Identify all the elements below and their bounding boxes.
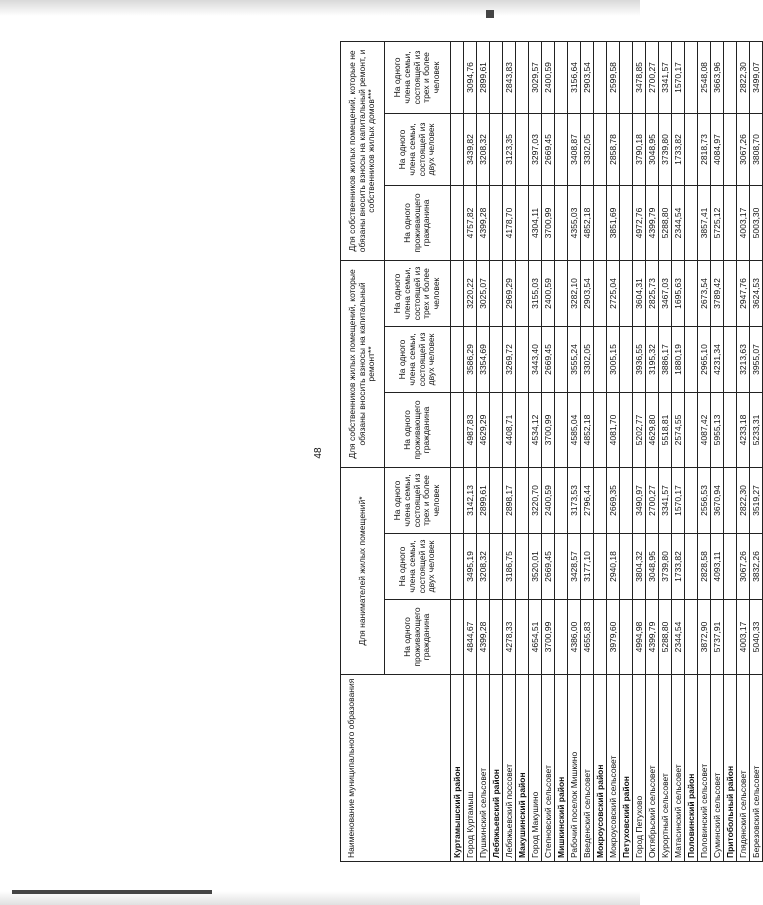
value-cell: 1733,82	[672, 534, 685, 600]
value-cell	[451, 260, 464, 326]
value-cell: 3700,99	[542, 185, 555, 260]
municipality-name: Город Куртамыш	[464, 675, 477, 862]
value-cell: 5040,33	[750, 600, 763, 675]
value-cell	[685, 113, 698, 185]
value-cell: 4081,70	[607, 392, 620, 467]
value-cell	[451, 392, 464, 467]
value-cell	[620, 392, 633, 467]
value-cell	[555, 185, 568, 260]
value-cell: 3094,76	[464, 41, 477, 113]
value-cell: 3220,22	[464, 260, 477, 326]
value-cell	[451, 534, 464, 600]
header-name: Наименование муниципального образования	[341, 675, 451, 862]
value-cell: 2574,55	[672, 392, 685, 467]
value-cell: 3048,95	[646, 534, 659, 600]
value-cell: 3886,17	[659, 326, 672, 392]
value-cell	[685, 600, 698, 675]
value-cell: 4231,34	[711, 326, 724, 392]
value-cell: 3872,90	[698, 600, 711, 675]
value-cell: 3955,07	[750, 326, 763, 392]
value-cell: 3156,64	[568, 41, 581, 113]
municipality-name: Курортный сельсовет	[659, 675, 672, 862]
value-cell: 3739,80	[659, 113, 672, 185]
value-cell	[451, 113, 464, 185]
municipality-name: Глядянский сельсовет	[737, 675, 750, 862]
value-cell: 3670,94	[711, 467, 724, 533]
value-cell: 2940,18	[607, 534, 620, 600]
value-cell: 4304,11	[529, 185, 542, 260]
value-cell: 4278,33	[503, 600, 516, 675]
value-cell: 2669,45	[542, 113, 555, 185]
value-cell: 4087,42	[698, 392, 711, 467]
value-cell: 2796,44	[581, 467, 594, 533]
header-sub-three: На одного члена семьи, состоящей из трех и более человек	[385, 260, 451, 326]
value-cell	[594, 392, 607, 467]
value-cell: 4178,70	[503, 185, 516, 260]
table-row	[568, 41, 581, 861]
value-cell	[490, 326, 503, 392]
value-cell: 3700,99	[542, 600, 555, 675]
value-cell	[555, 260, 568, 326]
value-cell	[516, 185, 529, 260]
municipality-name: Введенский сельсовет	[581, 675, 594, 862]
value-cell: 2669,45	[542, 534, 555, 600]
value-cell	[594, 600, 607, 675]
value-cell: 3439,82	[464, 113, 477, 185]
value-cell: 1570,17	[672, 41, 685, 113]
value-cell	[516, 41, 529, 113]
value-cell: 3790,18	[633, 113, 646, 185]
value-cell	[451, 600, 464, 675]
value-cell	[555, 467, 568, 533]
value-cell: 2673,54	[698, 260, 711, 326]
value-cell: 4386,00	[568, 600, 581, 675]
value-cell: 3067,26	[737, 534, 750, 600]
municipality-name: Суминский сельсовет	[711, 675, 724, 862]
header-sub-two: На одного члена семьи, состоящей из двух человек	[385, 113, 451, 185]
value-cell: 4399,79	[646, 185, 659, 260]
value-cell: 5003,30	[750, 185, 763, 260]
value-cell	[724, 41, 737, 113]
municipality-name: Город Петухово	[633, 675, 646, 862]
value-cell	[451, 467, 464, 533]
district-row	[451, 41, 464, 861]
header-sub-three: На одного члена семьи, состоящей из трех и более человек	[385, 467, 451, 533]
value-cell: 4093,11	[711, 534, 724, 600]
value-cell: 4629,80	[646, 392, 659, 467]
value-cell	[490, 392, 503, 467]
value-cell	[620, 600, 633, 675]
header-sub-two: На одного члена семьи, состоящей из двух человек	[385, 534, 451, 600]
value-cell	[451, 185, 464, 260]
value-cell: 2858,78	[607, 113, 620, 185]
value-cell: 4757,82	[464, 185, 477, 260]
value-cell: 3499,07	[750, 41, 763, 113]
value-cell	[685, 260, 698, 326]
value-cell: 2669,45	[542, 326, 555, 392]
municipality-name: Мокроусовский сельсовет	[607, 675, 620, 862]
value-cell: 3005,15	[607, 326, 620, 392]
table-row	[503, 41, 516, 861]
value-cell: 3467,03	[659, 260, 672, 326]
value-cell: 2899,61	[477, 41, 490, 113]
value-cell: 4399,28	[477, 185, 490, 260]
value-cell	[685, 392, 698, 467]
value-cell	[724, 600, 737, 675]
value-cell	[555, 600, 568, 675]
district-row	[724, 41, 737, 861]
value-cell: 2828,58	[698, 534, 711, 600]
value-cell: 3586,29	[464, 326, 477, 392]
value-cell: 2725,04	[607, 260, 620, 326]
value-cell: 3067,26	[737, 113, 750, 185]
value-cell: 3341,57	[659, 467, 672, 533]
value-cell: 3302,05	[581, 113, 594, 185]
value-cell: 3804,32	[633, 534, 646, 600]
municipality-name: Октябрьский сельсовет	[646, 675, 659, 862]
value-cell	[685, 326, 698, 392]
value-cell: 4852,18	[581, 392, 594, 467]
table-header	[341, 41, 451, 861]
table-row	[750, 41, 763, 861]
table-row	[711, 41, 724, 861]
value-cell: 3851,69	[607, 185, 620, 260]
value-cell	[490, 185, 503, 260]
district-name: Мокроусовский район	[594, 675, 607, 862]
value-cell: 4629,29	[477, 392, 490, 467]
page-number: 48	[313, 447, 324, 459]
value-cell	[594, 534, 607, 600]
value-cell: 1570,17	[672, 467, 685, 533]
value-cell	[516, 326, 529, 392]
value-cell: 4408,71	[503, 392, 516, 467]
value-cell: 5288,80	[659, 185, 672, 260]
value-cell: 4994,98	[633, 600, 646, 675]
municipality-name: Лебяжьевский поссовет	[503, 675, 516, 862]
value-cell: 2700,27	[646, 467, 659, 533]
value-cell: 2344,54	[672, 185, 685, 260]
value-cell: 3555,24	[568, 326, 581, 392]
district-name: Притобольный район	[724, 675, 737, 862]
value-cell: 2400,59	[542, 260, 555, 326]
value-cell: 3282,10	[568, 260, 581, 326]
value-cell	[620, 326, 633, 392]
value-cell: 2400,59	[542, 467, 555, 533]
value-cell: 4003,17	[737, 600, 750, 675]
value-cell: 2548,08	[698, 41, 711, 113]
value-cell: 2822,30	[737, 41, 750, 113]
value-cell: 4399,28	[477, 600, 490, 675]
municipality-name: Половинский сельсовет	[698, 675, 711, 862]
value-cell: 3663,96	[711, 41, 724, 113]
district-name: Куртамышский район	[451, 675, 464, 862]
value-cell: 4355,03	[568, 185, 581, 260]
value-cell: 3936,55	[633, 326, 646, 392]
value-cell	[594, 41, 607, 113]
value-cell: 3519,27	[750, 467, 763, 533]
value-cell: 3048,95	[646, 113, 659, 185]
municipality-name: Степновский сельсовет	[542, 675, 555, 862]
value-cell	[594, 326, 607, 392]
value-cell: 3297,03	[529, 113, 542, 185]
value-cell: 3354,69	[477, 326, 490, 392]
value-cell: 5288,80	[659, 600, 672, 675]
value-cell	[724, 113, 737, 185]
table-row	[607, 41, 620, 861]
value-cell	[451, 41, 464, 113]
value-cell: 5737,91	[711, 600, 724, 675]
table-row	[529, 41, 542, 861]
district-row	[555, 41, 568, 861]
header-group-owners-not-obliged: Для собственников жилых помещений, которые не обязаны вносить взносы на капитальный ремонт, и собственников жилых домов***	[341, 41, 385, 260]
table-row	[633, 41, 646, 861]
value-cell	[685, 534, 698, 600]
value-cell	[490, 260, 503, 326]
value-cell	[620, 113, 633, 185]
value-cell	[620, 41, 633, 113]
table-row	[477, 41, 490, 861]
value-cell: 4084,97	[711, 113, 724, 185]
table-row	[672, 41, 685, 861]
table-row	[698, 41, 711, 861]
value-cell: 2700,27	[646, 41, 659, 113]
value-cell	[516, 113, 529, 185]
value-cell: 4844,67	[464, 600, 477, 675]
table-row	[581, 41, 594, 861]
district-name: Мишкинский район	[555, 675, 568, 862]
value-cell	[555, 392, 568, 467]
value-cell	[724, 467, 737, 533]
value-cell: 3123,35	[503, 113, 516, 185]
value-cell	[490, 41, 503, 113]
value-cell: 4654,51	[529, 600, 542, 675]
value-cell: 1695,63	[672, 260, 685, 326]
header-sub-single: На одного проживающего гражданина	[385, 185, 451, 260]
value-cell: 4972,76	[633, 185, 646, 260]
value-cell: 3979,60	[607, 600, 620, 675]
header-group-owners-obliged: Для собственников жилых помещений, которые обязаны вносить взносы на капитальный ремонт**	[341, 260, 385, 467]
value-cell: 3739,80	[659, 534, 672, 600]
value-cell: 2818,73	[698, 113, 711, 185]
value-cell	[555, 41, 568, 113]
header-sub-two: На одного члена семьи, состоящей из двух человек	[385, 326, 451, 392]
value-cell: 2903,54	[581, 41, 594, 113]
value-cell	[685, 185, 698, 260]
rates-table	[340, 41, 763, 862]
value-cell: 2344,54	[672, 600, 685, 675]
value-cell: 3495,19	[464, 534, 477, 600]
table-body	[451, 41, 763, 861]
value-cell	[490, 113, 503, 185]
value-cell: 3700,99	[542, 392, 555, 467]
district-row	[516, 41, 529, 861]
value-cell: 1733,82	[672, 113, 685, 185]
district-row	[620, 41, 633, 861]
value-cell: 3408,87	[568, 113, 581, 185]
value-cell: 2825,73	[646, 260, 659, 326]
district-name: Макушинский район	[516, 675, 529, 862]
table-row	[737, 41, 750, 861]
value-cell: 3155,03	[529, 260, 542, 326]
value-cell: 4534,12	[529, 392, 542, 467]
value-cell: 2843,83	[503, 41, 516, 113]
header-sub-single: На одного проживающего гражданина	[385, 392, 451, 467]
value-cell: 2947,76	[737, 260, 750, 326]
value-cell: 3808,70	[750, 113, 763, 185]
value-cell: 3428,57	[568, 534, 581, 600]
district-name: Лебяжьевский район	[490, 675, 503, 862]
value-cell	[620, 467, 633, 533]
table-row	[659, 41, 672, 861]
header-sub-three: На одного члена семьи, состоящей из трех и более человек	[385, 41, 451, 113]
value-cell: 2899,61	[477, 467, 490, 533]
value-cell: 4852,18	[581, 185, 594, 260]
scan-mark-bar	[12, 890, 212, 894]
value-cell: 4233,18	[737, 392, 750, 467]
value-cell	[516, 260, 529, 326]
value-cell: 3832,26	[750, 534, 763, 600]
value-cell	[516, 534, 529, 600]
value-cell: 4987,83	[464, 392, 477, 467]
value-cell	[620, 185, 633, 260]
value-cell: 3443,40	[529, 326, 542, 392]
value-cell	[555, 326, 568, 392]
value-cell	[490, 600, 503, 675]
value-cell: 2903,54	[581, 260, 594, 326]
district-row	[490, 41, 503, 861]
value-cell: 4399,79	[646, 600, 659, 675]
value-cell: 3478,85	[633, 41, 646, 113]
value-cell	[594, 260, 607, 326]
value-cell	[490, 467, 503, 533]
value-cell	[451, 326, 464, 392]
value-cell: 5725,12	[711, 185, 724, 260]
value-cell	[685, 41, 698, 113]
value-cell: 3857,41	[698, 185, 711, 260]
table-row	[646, 41, 659, 861]
scan-edge-top	[0, 0, 640, 16]
value-cell: 3208,32	[477, 113, 490, 185]
value-cell: 3025,07	[477, 260, 490, 326]
value-cell: 5202,77	[633, 392, 646, 467]
value-cell: 5518,81	[659, 392, 672, 467]
municipality-name: Матасинский сельсовет	[672, 675, 685, 862]
value-cell: 3302,05	[581, 326, 594, 392]
value-cell: 3341,57	[659, 41, 672, 113]
value-cell: 2898,17	[503, 467, 516, 533]
value-cell: 3142,13	[464, 467, 477, 533]
value-cell: 3604,31	[633, 260, 646, 326]
header-sub-single: На одного проживающего гражданина	[385, 600, 451, 675]
value-cell: 2599,58	[607, 41, 620, 113]
value-cell: 3789,42	[711, 260, 724, 326]
header-group-tenants: Для нанимателей жилых помещений*	[341, 467, 385, 674]
value-cell: 2965,10	[698, 326, 711, 392]
value-cell: 5955,13	[711, 392, 724, 467]
value-cell: 2669,35	[607, 467, 620, 533]
value-cell: 2400,59	[542, 41, 555, 113]
value-cell: 3520,01	[529, 534, 542, 600]
table-row	[542, 41, 555, 861]
value-cell	[555, 534, 568, 600]
value-cell: 3173,53	[568, 467, 581, 533]
value-cell	[620, 260, 633, 326]
district-row	[685, 41, 698, 861]
scan-mark	[486, 10, 494, 18]
value-cell	[724, 185, 737, 260]
municipality-name: Рабочий поселок Мишкино	[568, 675, 581, 862]
value-cell: 3208,32	[477, 534, 490, 600]
value-cell: 4655,83	[581, 600, 594, 675]
municipality-name: Березовский сельсовет	[750, 675, 763, 862]
value-cell: 3029,57	[529, 41, 542, 113]
table-row	[464, 41, 477, 861]
value-cell: 2969,29	[503, 260, 516, 326]
value-cell: 3195,32	[646, 326, 659, 392]
value-cell: 3269,72	[503, 326, 516, 392]
rotated-page	[340, 42, 761, 862]
value-cell: 3177,10	[581, 534, 594, 600]
value-cell: 2822,30	[737, 467, 750, 533]
value-cell	[620, 534, 633, 600]
value-cell	[516, 392, 529, 467]
value-cell: 3220,70	[529, 467, 542, 533]
value-cell	[724, 326, 737, 392]
value-cell	[685, 467, 698, 533]
value-cell	[555, 113, 568, 185]
value-cell: 4003,17	[737, 185, 750, 260]
value-cell	[594, 185, 607, 260]
value-cell: 4585,04	[568, 392, 581, 467]
value-cell: 3186,75	[503, 534, 516, 600]
value-cell	[490, 534, 503, 600]
value-cell	[516, 467, 529, 533]
district-row	[594, 41, 607, 861]
value-cell	[594, 467, 607, 533]
value-cell: 2556,53	[698, 467, 711, 533]
district-name: Половинский район	[685, 675, 698, 862]
value-cell: 3490,97	[633, 467, 646, 533]
value-cell	[594, 113, 607, 185]
value-cell	[724, 260, 737, 326]
value-cell: 3624,53	[750, 260, 763, 326]
value-cell: 3213,63	[737, 326, 750, 392]
district-name: Петуховский район	[620, 675, 633, 862]
value-cell	[724, 392, 737, 467]
value-cell	[724, 534, 737, 600]
value-cell: 5233,31	[750, 392, 763, 467]
municipality-name: Пушкинский сельсовет	[477, 675, 490, 862]
value-cell	[516, 600, 529, 675]
municipality-name: Город Макушино	[529, 675, 542, 862]
value-cell: 1880,19	[672, 326, 685, 392]
